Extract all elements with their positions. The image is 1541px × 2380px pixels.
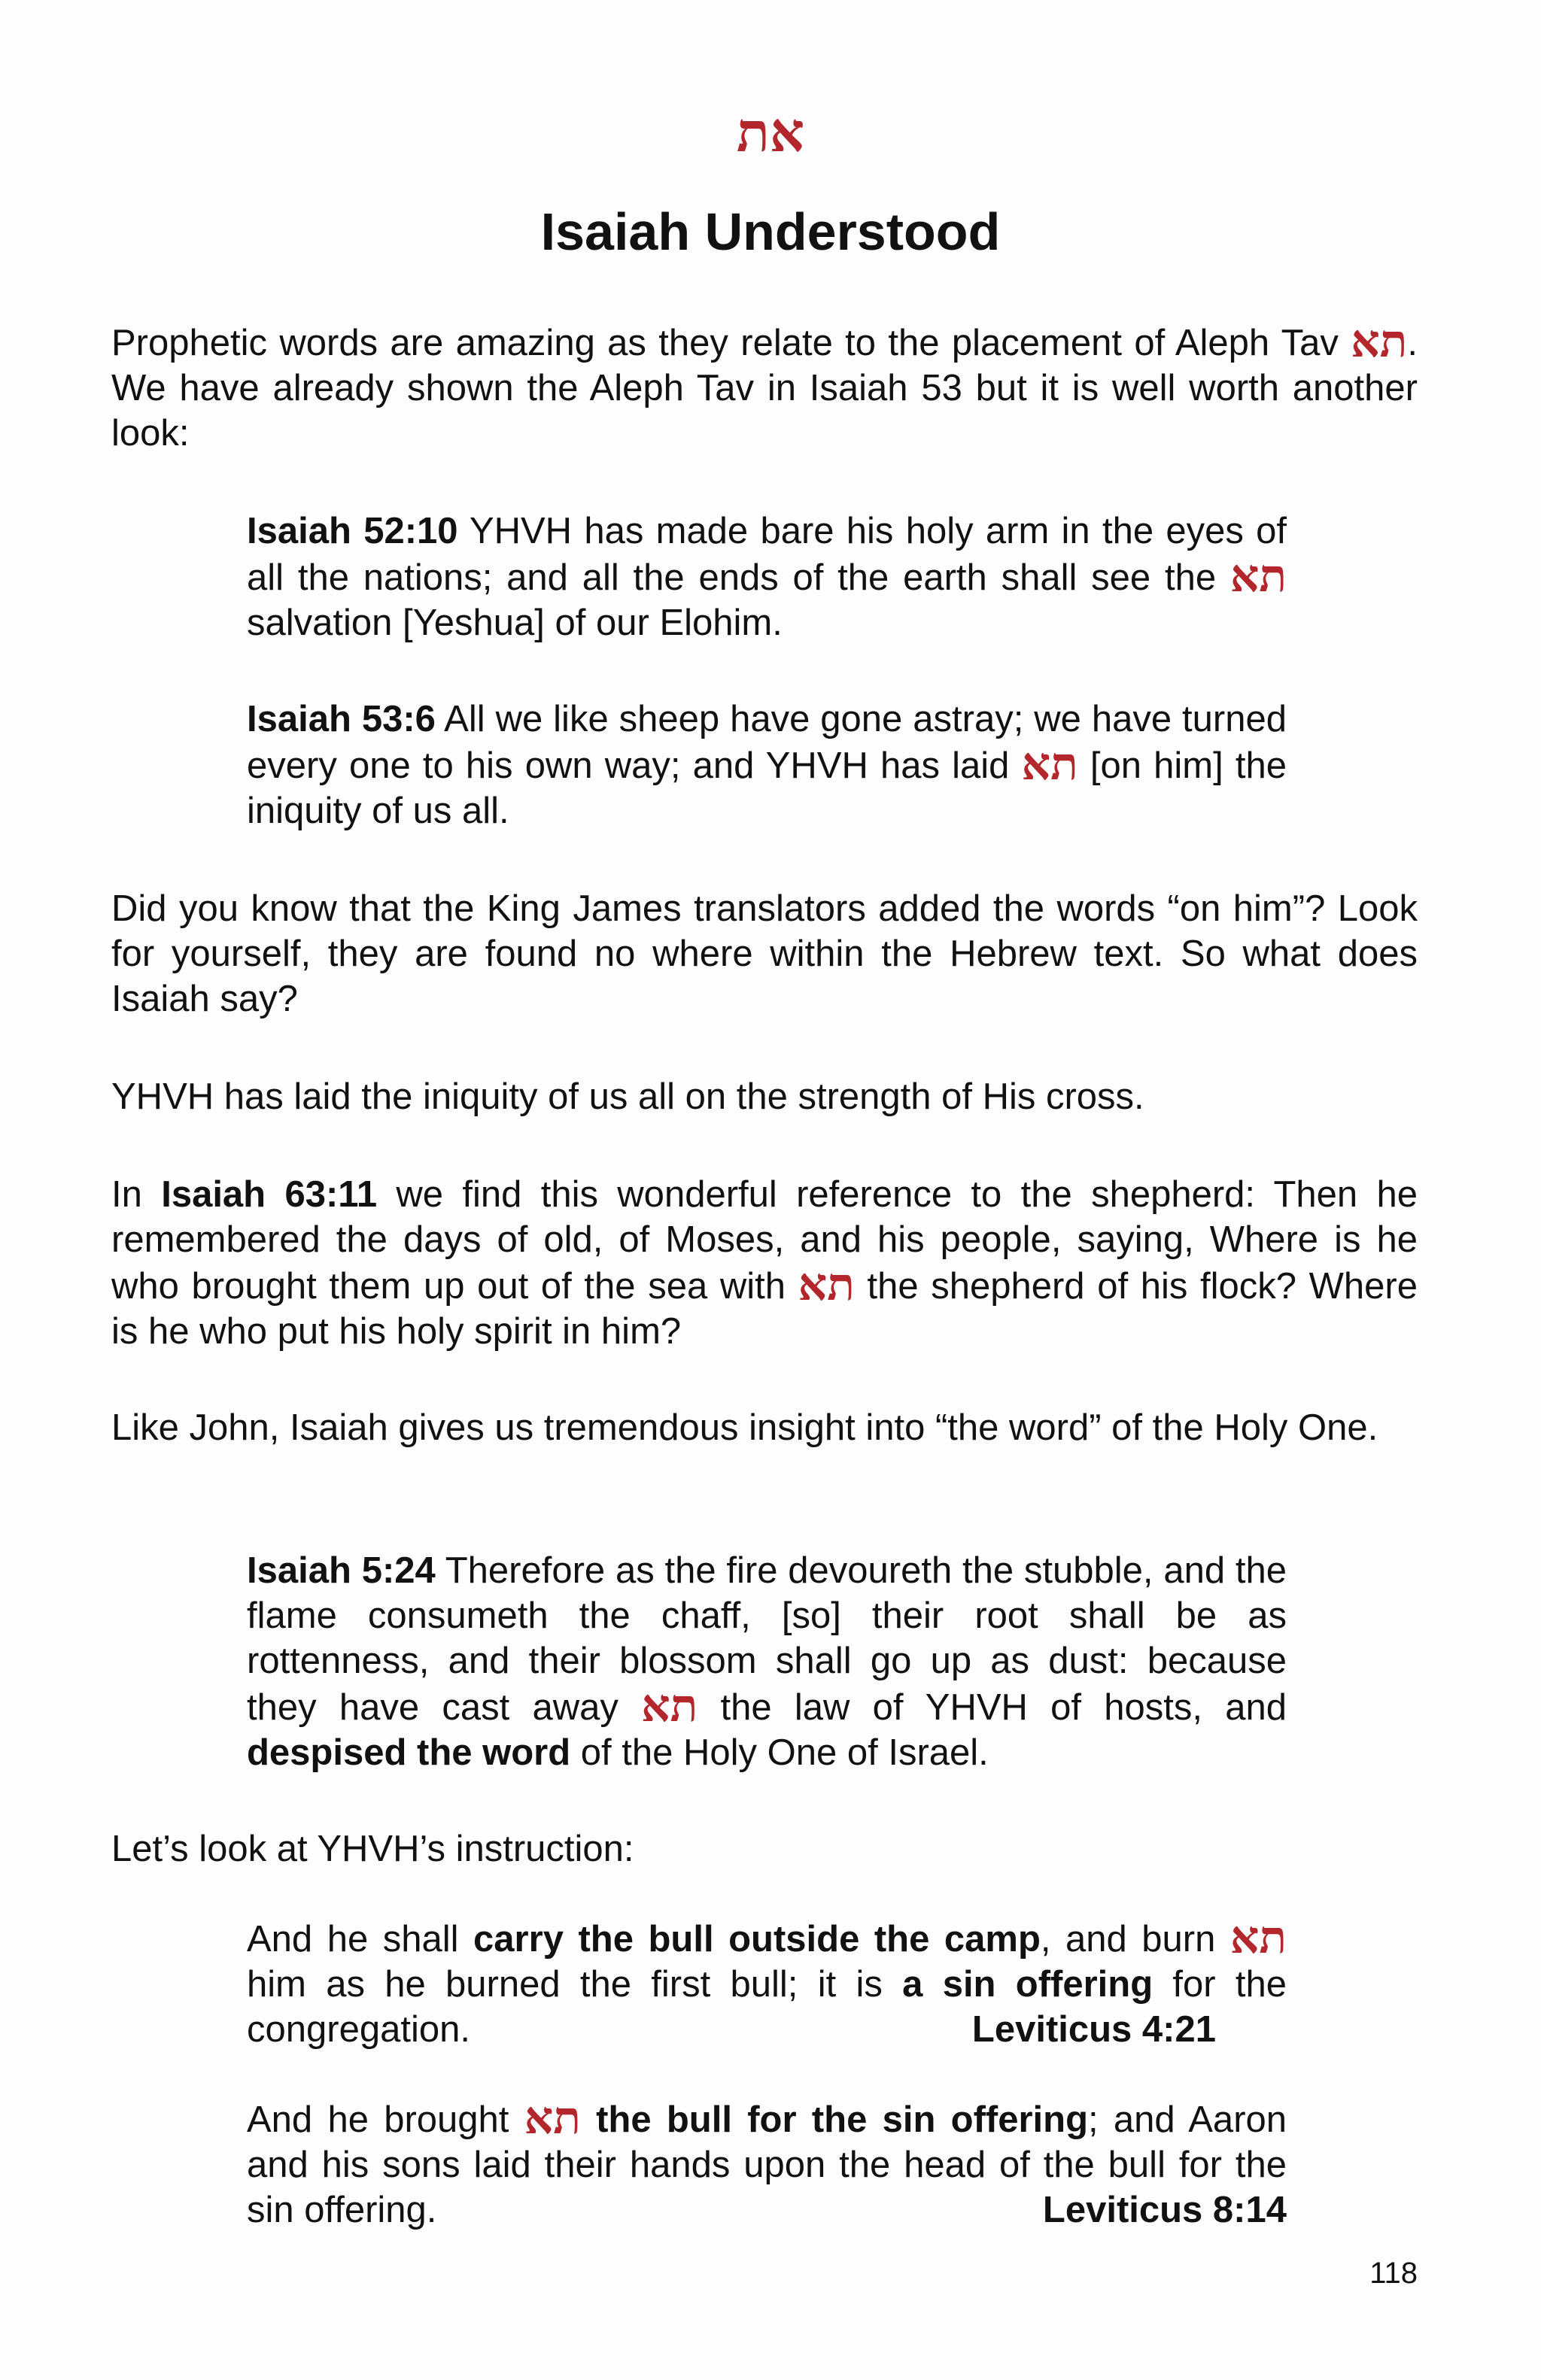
quote-reference: Isaiah 5:24 [247, 1550, 436, 1591]
quote-text-4: for the congregation. [247, 1964, 1287, 2050]
quote-leviticus-8-14 [247, 2092, 1287, 2233]
quote-reference: Isaiah 53:6 [247, 699, 436, 739]
paragraph-like-john: Like John, Isaiah gives us tremendous insight into “the word” of the Holy One. [111, 1407, 1378, 1448]
quote-reference: Isaiah 52:10 [247, 511, 458, 551]
quote-text-2: [on him] the iniquity of us all. [247, 745, 1287, 831]
quote-isaiah-52-10 [247, 508, 1287, 645]
aleph-tav-glyph: תא [798, 1258, 855, 1311]
para-text-1: we find this wonderful reference to the shepherd: Then he remembered the days of old, of Moses, and his people, saying, Where is he who brought them up out of the sea with [111, 1174, 1418, 1307]
paragraph-iniquity: YHVH has laid the iniquity of us all on the strength of His cross. [111, 1076, 1144, 1117]
quote-leviticus-4-21 [247, 1911, 1287, 2052]
quote-bold-phrase: despised the word [247, 1732, 571, 1773]
quote-text-3: of the Holy One of Israel. [570, 1732, 989, 1773]
quote-reference: Leviticus 8:14 [1042, 2190, 1287, 2230]
quote-text-1: Therefore as the fire devoureth the stubble, and the flame consumeth the chaff, [so] their root shall be as rottenness, and their blossom shall go up as dust: because they have cast away [247, 1550, 1287, 1728]
para-reference: Isaiah 63:11 [161, 1174, 378, 1215]
page-title: Isaiah Understood [540, 202, 1001, 261]
quote-text-3: him as he burned the first bull; it is [247, 1964, 903, 2005]
paragraph-instruction: Let’s look at YHVH’s instruction: [111, 1829, 634, 1869]
para-text-pre: In [111, 1174, 162, 1215]
intro-paragraph [111, 315, 1418, 456]
aleph-tav-glyph: תא [524, 2092, 581, 2145]
paragraph-isaiah-63-11 [111, 1172, 1418, 1354]
aleph-tav-glyph: תא [1021, 738, 1078, 791]
quote-text-2: the law of YHVH of hosts, and [698, 1687, 1287, 1728]
page-number: 118 [1369, 2257, 1418, 2290]
aleph-tav-glyph: תא [1229, 550, 1287, 603]
quote-text-1: And he brought [247, 2099, 524, 2140]
quote-text-2: , and burn [1040, 1919, 1230, 1960]
quote-text-2: salvation [Yeshua] of our Elohim. [247, 603, 783, 643]
quote-text-1: YHVH has made bare his holy arm in the eyes of all the nations; and all the ends of the earth shall see the [247, 511, 1287, 598]
aleph-tav-glyph: תא [1229, 1911, 1287, 1964]
quote-text-1: And he shall [247, 1919, 474, 1960]
quote-bold-phrase-1: carry the bull outside the camp [473, 1919, 1041, 1960]
aleph-tav-glyph: תא [641, 1680, 698, 1732]
paragraph-kjv-note: Did you know that the King James translators added the words “on him”? Look for yourself, they are found no where within the Hebrew text. So what does Isaiah say? [111, 888, 1418, 1019]
intro-text-1: Prophetic words are amazing as they relate to the placement of Aleph Tav [111, 323, 1351, 363]
quote-text-1: All we like sheep have gone astray; we have turned every one to his own way; and YHVH has laid [247, 699, 1287, 786]
quote-bold-phrase-2: a sin offering [902, 1964, 1153, 2005]
quote-text-2: ; and Aaron and his sons laid their hands upon the head of the bull for the sin offering. [247, 2099, 1287, 2230]
quote-isaiah-53-6 [247, 697, 1287, 833]
quote-bold-phrase: the bull for the sin offering [596, 2099, 1089, 2140]
para-text-2: the shepherd of his flock? Where is he who put his holy spirit in him? [111, 1266, 1418, 1352]
intro-text-2: . We have already shown the Aleph Tav in Isaiah 53 but it is well worth another look: [111, 323, 1418, 454]
aleph-tav-header-glyph: את [736, 100, 805, 164]
quote-reference: Leviticus 4:21 [971, 2009, 1216, 2050]
quote-isaiah-5-24 [247, 1548, 1287, 1775]
aleph-tav-glyph: תא [1351, 315, 1408, 368]
